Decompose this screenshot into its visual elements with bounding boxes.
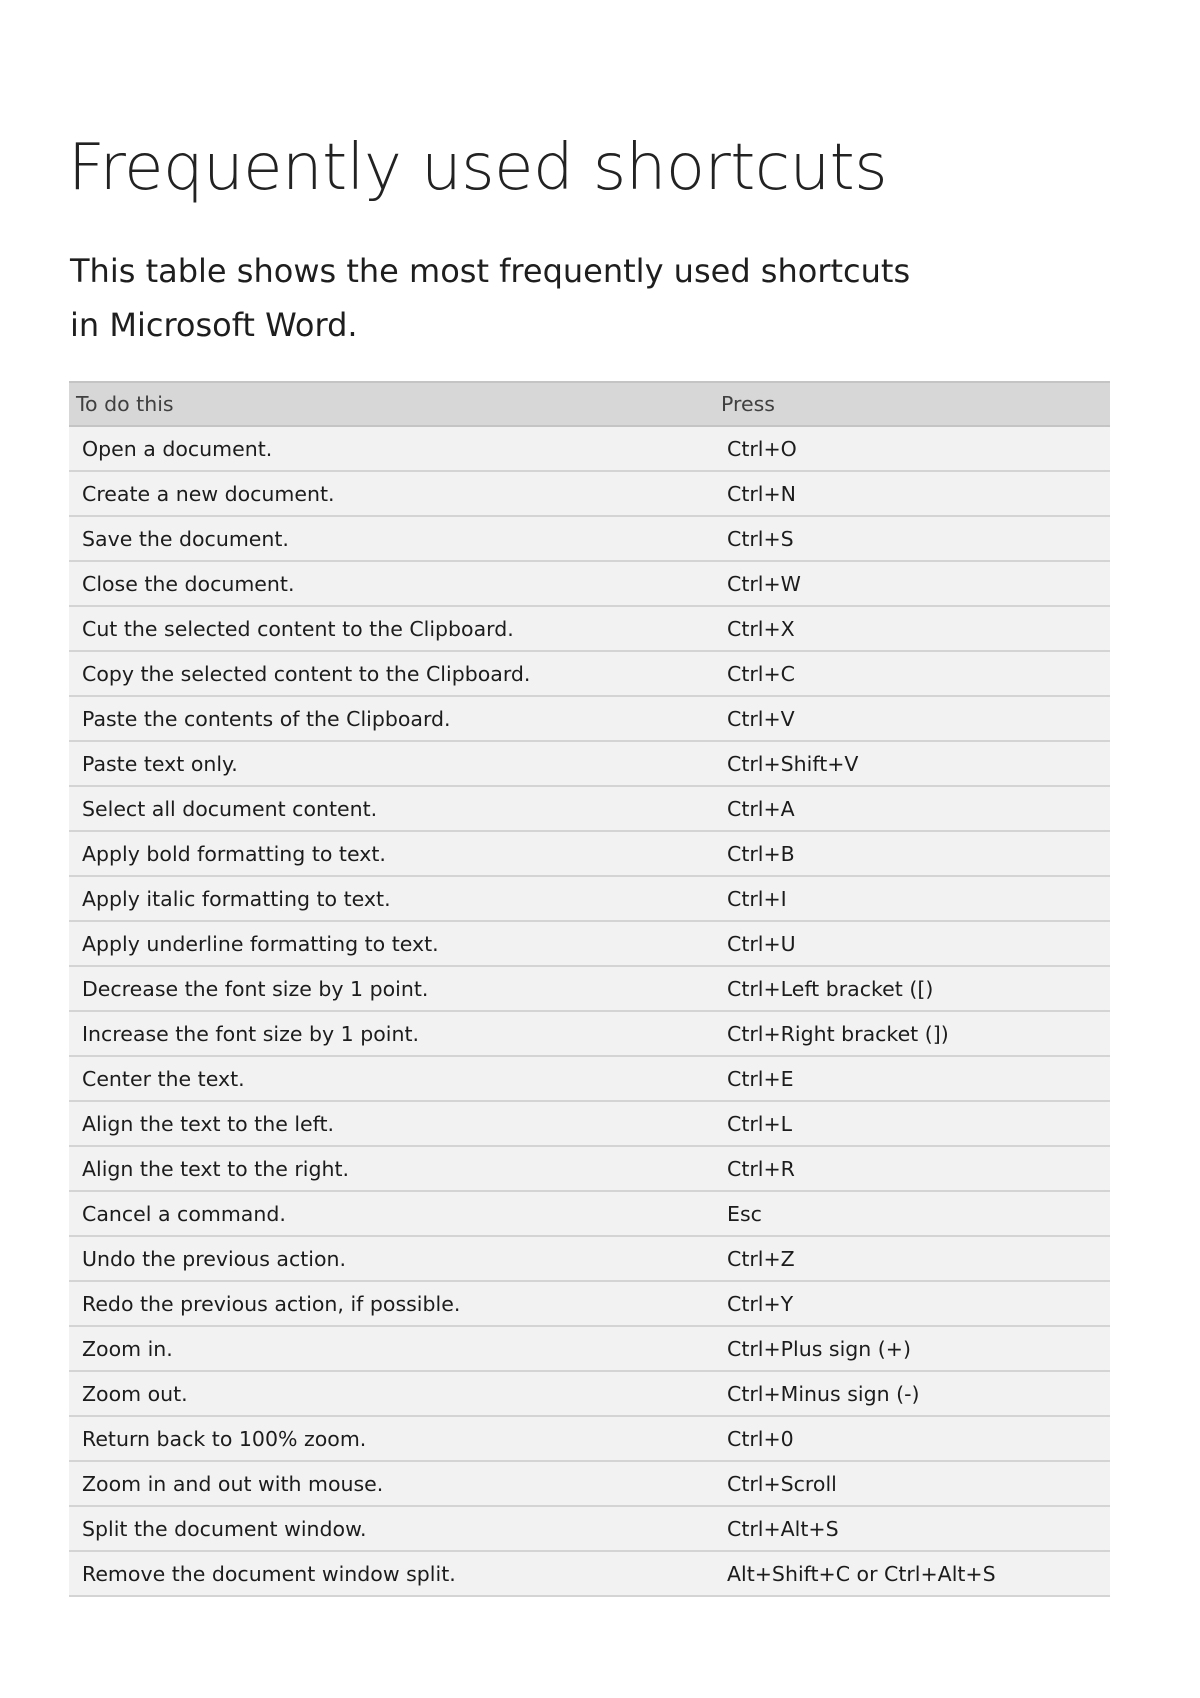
shortcut-cell: Ctrl+C [714,651,1110,696]
shortcut-cell: Esc [714,1191,1110,1236]
intro-line-1: This table shows the most frequently used shortcuts [70,252,911,290]
table-row [69,876,1110,921]
action-cell: Cut the selected content to the Clipboard. [69,606,714,651]
action-cell: Decrease the font size by 1 point. [69,966,714,1011]
shortcut-cell: Ctrl+Z [714,1236,1110,1281]
action-cell: Open a document. [69,426,714,471]
shortcut-cell: Ctrl+N [714,471,1110,516]
shortcut-cell: Ctrl+L [714,1101,1110,1146]
action-cell: Remove the document window split. [69,1551,714,1596]
shortcut-cell: Alt+Shift+C or Ctrl+Alt+S [714,1551,1110,1596]
shortcut-cell: Ctrl+Right bracket (]) [714,1011,1110,1056]
table-row [69,831,1110,876]
action-cell: Paste the contents of the Clipboard. [69,696,714,741]
table-row [69,786,1110,831]
action-cell: Create a new document. [69,471,714,516]
shortcut-cell: Ctrl+Left bracket ([) [714,966,1110,1011]
shortcut-cell: Ctrl+U [714,921,1110,966]
table-row [69,651,1110,696]
intro-line-2: in Microsoft Word. [70,306,358,344]
table-row [69,1101,1110,1146]
action-cell: Return back to 100% zoom. [69,1416,714,1461]
shortcut-cell: Ctrl+R [714,1146,1110,1191]
table-row [69,1236,1110,1281]
action-cell: Align the text to the left. [69,1101,714,1146]
table-row [69,741,1110,786]
table-row [69,1506,1110,1551]
table-row [69,1281,1110,1326]
action-cell: Increase the font size by 1 point. [69,1011,714,1056]
shortcut-cell: Ctrl+A [714,786,1110,831]
action-cell: Zoom out. [69,1371,714,1416]
table-row [69,471,1110,516]
table-row [69,921,1110,966]
action-cell: Paste text only. [69,741,714,786]
table-row [69,516,1110,561]
table-body [69,426,1110,1596]
action-cell: Split the document window. [69,1506,714,1551]
action-cell: Save the document. [69,516,714,561]
action-cell: Center the text. [69,1056,714,1101]
shortcut-cell: Ctrl+0 [714,1416,1110,1461]
action-cell: Redo the previous action, if possible. [69,1281,714,1326]
table-row [69,696,1110,741]
page-title: Frequently used shortcuts [68,131,888,205]
shortcut-cell: Ctrl+Y [714,1281,1110,1326]
action-cell: Close the document. [69,561,714,606]
action-cell: Select all document content. [69,786,714,831]
table-row [69,1551,1110,1596]
shortcut-cell: Ctrl+W [714,561,1110,606]
table-row [69,1011,1110,1056]
table-row [69,1056,1110,1101]
shortcut-cell: Ctrl+B [714,831,1110,876]
shortcuts-table [69,381,1110,1597]
shortcut-cell: Ctrl+Alt+S [714,1506,1110,1551]
action-cell: Apply italic formatting to text. [69,876,714,921]
table-row [69,1146,1110,1191]
column-header-action: To do this [69,382,714,426]
action-cell: Apply underline formatting to text. [69,921,714,966]
action-cell: Align the text to the right. [69,1146,714,1191]
shortcut-cell: Ctrl+Minus sign (-) [714,1371,1110,1416]
table-row [69,561,1110,606]
shortcut-cell: Ctrl+X [714,606,1110,651]
shortcut-cell: Ctrl+I [714,876,1110,921]
action-cell: Undo the previous action. [69,1236,714,1281]
table-row [69,1326,1110,1371]
shortcut-cell: Ctrl+S [714,516,1110,561]
column-header-keys: Press [714,382,1110,426]
table-row [69,606,1110,651]
shortcut-cell: Ctrl+Scroll [714,1461,1110,1506]
table-row [69,1461,1110,1506]
action-cell: Zoom in. [69,1326,714,1371]
table-row [69,966,1110,1011]
action-cell: Cancel a command. [69,1191,714,1236]
table-row [69,1416,1110,1461]
table-row [69,1191,1110,1236]
shortcut-cell: Ctrl+O [714,426,1110,471]
shortcut-cell: Ctrl+E [714,1056,1110,1101]
action-cell: Copy the selected content to the Clipboard. [69,651,714,696]
table-row [69,426,1110,471]
shortcut-cell: Ctrl+V [714,696,1110,741]
table-header-row [69,382,1110,426]
action-cell: Apply bold formatting to text. [69,831,714,876]
intro-paragraph [70,244,970,352]
action-cell: Zoom in and out with mouse. [69,1461,714,1506]
shortcut-cell: Ctrl+Shift+V [714,741,1110,786]
shortcut-cell: Ctrl+Plus sign (+) [714,1326,1110,1371]
table-row [69,1371,1110,1416]
